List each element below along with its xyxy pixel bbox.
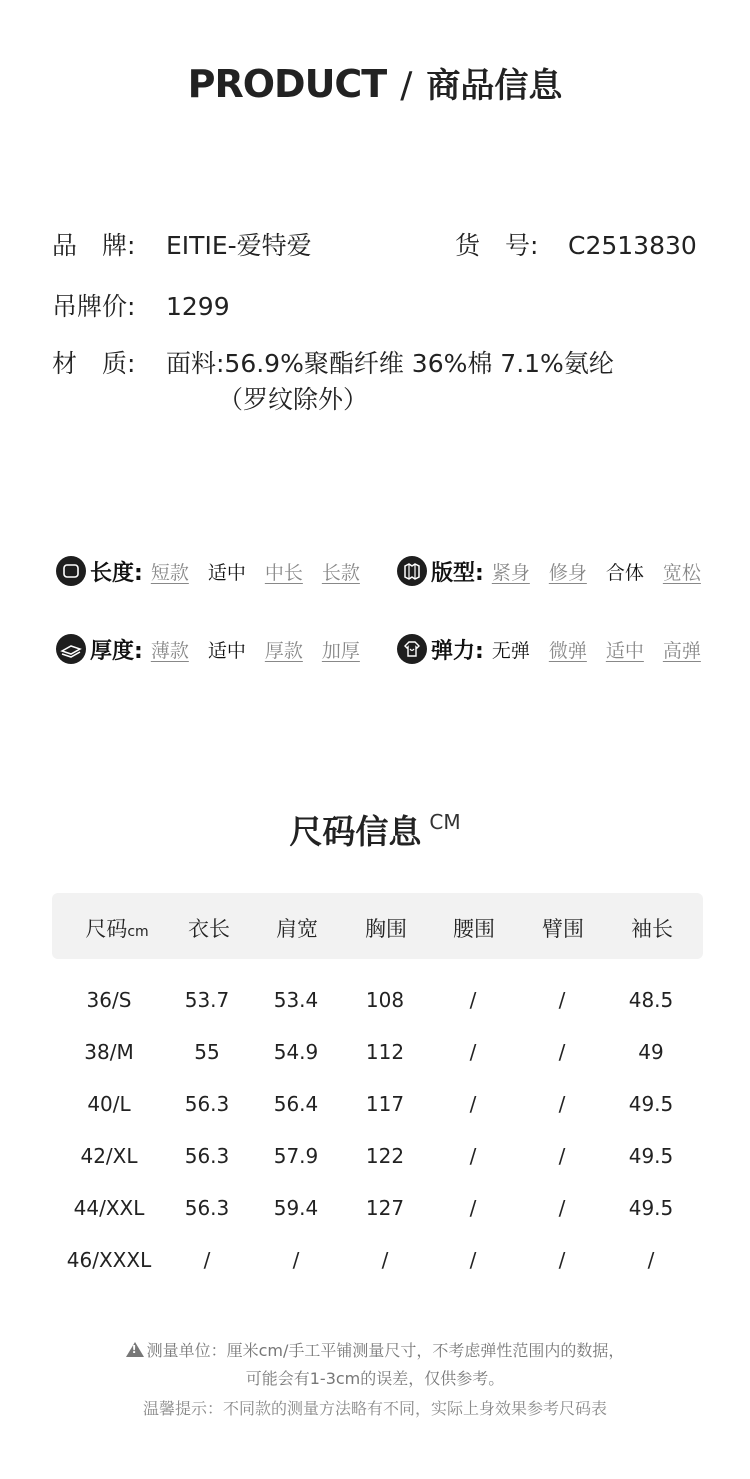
cell-shoulder: 54.9 (273, 1040, 319, 1064)
cell-shoulder: / (292, 1248, 300, 1272)
cell-chest: 117 (365, 1092, 405, 1116)
cell-length: 56.3 (184, 1092, 230, 1116)
length-icon (56, 556, 86, 586)
cell-sleeve: 48.5 (628, 988, 674, 1012)
fit-icon (397, 556, 427, 586)
cell-sleeve: / (647, 1248, 655, 1272)
option-thickness-extra-thick: 加厚 (321, 639, 360, 662)
page-title (0, 58, 750, 107)
cell-waist: / (469, 988, 477, 1012)
attr-length-name: 长度: (90, 560, 143, 586)
sku-row (455, 226, 697, 262)
option-length-long: 长款 (321, 561, 360, 584)
cell-chest: 122 (365, 1144, 405, 1168)
size-title-text: 尺码信息 (289, 812, 422, 851)
cell-shoulder: 57.9 (273, 1144, 319, 1168)
header-sleeve: 袖长 (631, 917, 673, 941)
option-length-medium: 适中 (207, 561, 246, 584)
size-section-title (0, 806, 750, 853)
sku-value: C2513830 (568, 231, 697, 260)
cell-arm: / (558, 988, 566, 1012)
note-line-2: 可能会有1-3cm的误差，仅供参考。 (245, 1369, 505, 1388)
option-fit-slim: 修身 (548, 561, 587, 584)
cell-sleeve: 49.5 (628, 1092, 674, 1116)
cell-length: 56.3 (184, 1144, 230, 1168)
attr-thickness (56, 632, 360, 666)
cell-chest: 112 (365, 1040, 405, 1064)
cell-size: 36/S (86, 988, 132, 1012)
cell-length: 56.3 (184, 1196, 230, 1220)
option-thickness-medium: 适中 (207, 639, 246, 662)
cell-chest: 108 (365, 988, 405, 1012)
option-fit-tight: 紧身 (491, 561, 530, 584)
cell-chest: 127 (365, 1196, 405, 1220)
note-line-3: 温馨提示：不同款的测量方法略有不同，实际上身效果参考尺码表 (142, 1399, 607, 1418)
cell-size: 42/XL (80, 1144, 138, 1168)
attr-thickness-name: 厚度: (90, 638, 143, 664)
cell-shoulder: 53.4 (273, 988, 319, 1012)
material-note: （罗纹除外） (218, 385, 369, 414)
header-size: 尺码cm (85, 917, 149, 941)
material-value: 面料:56.9%聚酯纤维 36%棉 7.1%氨纶 (166, 349, 614, 378)
price-label: 吊牌价: (52, 292, 136, 321)
title-cn: 商品信息 (426, 66, 563, 106)
price-row (52, 287, 230, 323)
option-elasticity-slight: 微弹 (548, 639, 587, 662)
cell-sleeve: 49 (638, 1040, 664, 1064)
brand-label: 品 牌: (52, 231, 136, 260)
attr-elasticity-name: 弹力: (431, 638, 484, 664)
cell-arm: / (558, 1196, 566, 1220)
header-arm: 臂围 (542, 917, 584, 941)
warning-icon (126, 1342, 144, 1357)
option-length-mid-long: 中长 (264, 561, 303, 584)
cell-length: 53.7 (184, 988, 230, 1012)
option-length-short: 短款 (150, 561, 189, 584)
attr-fit (397, 554, 701, 588)
material-label: 材 质: (52, 349, 136, 378)
cell-waist: / (469, 1092, 477, 1116)
cell-waist: / (469, 1040, 477, 1064)
option-elasticity-high: 高弹 (662, 639, 701, 662)
cell-size: 46/XXXL (66, 1248, 152, 1272)
option-elasticity-medium: 适中 (605, 639, 644, 662)
cell-arm: / (558, 1248, 566, 1272)
cell-length: 55 (194, 1040, 220, 1064)
option-thickness-thick: 厚款 (264, 639, 303, 662)
attr-fit-name: 版型: (431, 560, 484, 586)
size-table-header (52, 893, 703, 959)
measure-note (0, 1338, 750, 1361)
cell-shoulder: 56.4 (273, 1092, 319, 1116)
cell-waist: / (469, 1196, 477, 1220)
cell-length: / (203, 1248, 211, 1272)
attr-length (56, 554, 360, 588)
cell-sleeve: 49.5 (628, 1196, 674, 1220)
title-en: PRODUCT (187, 62, 387, 106)
header-length: 衣长 (188, 917, 230, 941)
brand-value: EITIE-爱特爱 (166, 231, 312, 260)
price-value: 1299 (166, 292, 230, 321)
option-elasticity-none: 无弹 (491, 639, 530, 662)
cell-waist: / (469, 1248, 477, 1272)
option-fit-loose: 宽松 (662, 561, 701, 584)
thickness-icon (56, 634, 86, 664)
size-title-unit: CM (429, 810, 461, 834)
elasticity-icon (397, 634, 427, 664)
material-row (52, 344, 614, 380)
cell-shoulder: 59.4 (273, 1196, 319, 1220)
cell-sleeve: 49.5 (628, 1144, 674, 1168)
header-waist: 腰围 (453, 917, 495, 941)
header-chest: 胸围 (365, 917, 407, 941)
cell-chest: / (381, 1248, 389, 1272)
cell-size: 38/M (84, 1040, 134, 1064)
header-shoulder: 肩宽 (276, 917, 318, 941)
cell-arm: / (558, 1092, 566, 1116)
cell-size: 40/L (87, 1092, 131, 1116)
title-separator: / (400, 65, 413, 106)
brand-row (52, 226, 312, 262)
cell-arm: / (558, 1144, 566, 1168)
sku-label: 货 号: (455, 231, 539, 260)
attr-elasticity (397, 632, 701, 666)
cell-arm: / (558, 1040, 566, 1064)
cell-size: 44/XXL (73, 1196, 145, 1220)
cell-waist: / (469, 1144, 477, 1168)
option-fit-regular: 合体 (605, 561, 644, 584)
option-thickness-thin: 薄款 (150, 639, 189, 662)
note-line-1: 测量单位：厘米cm/手工平铺测量尺寸，不考虑弹性范围内的数据， (146, 1341, 625, 1360)
